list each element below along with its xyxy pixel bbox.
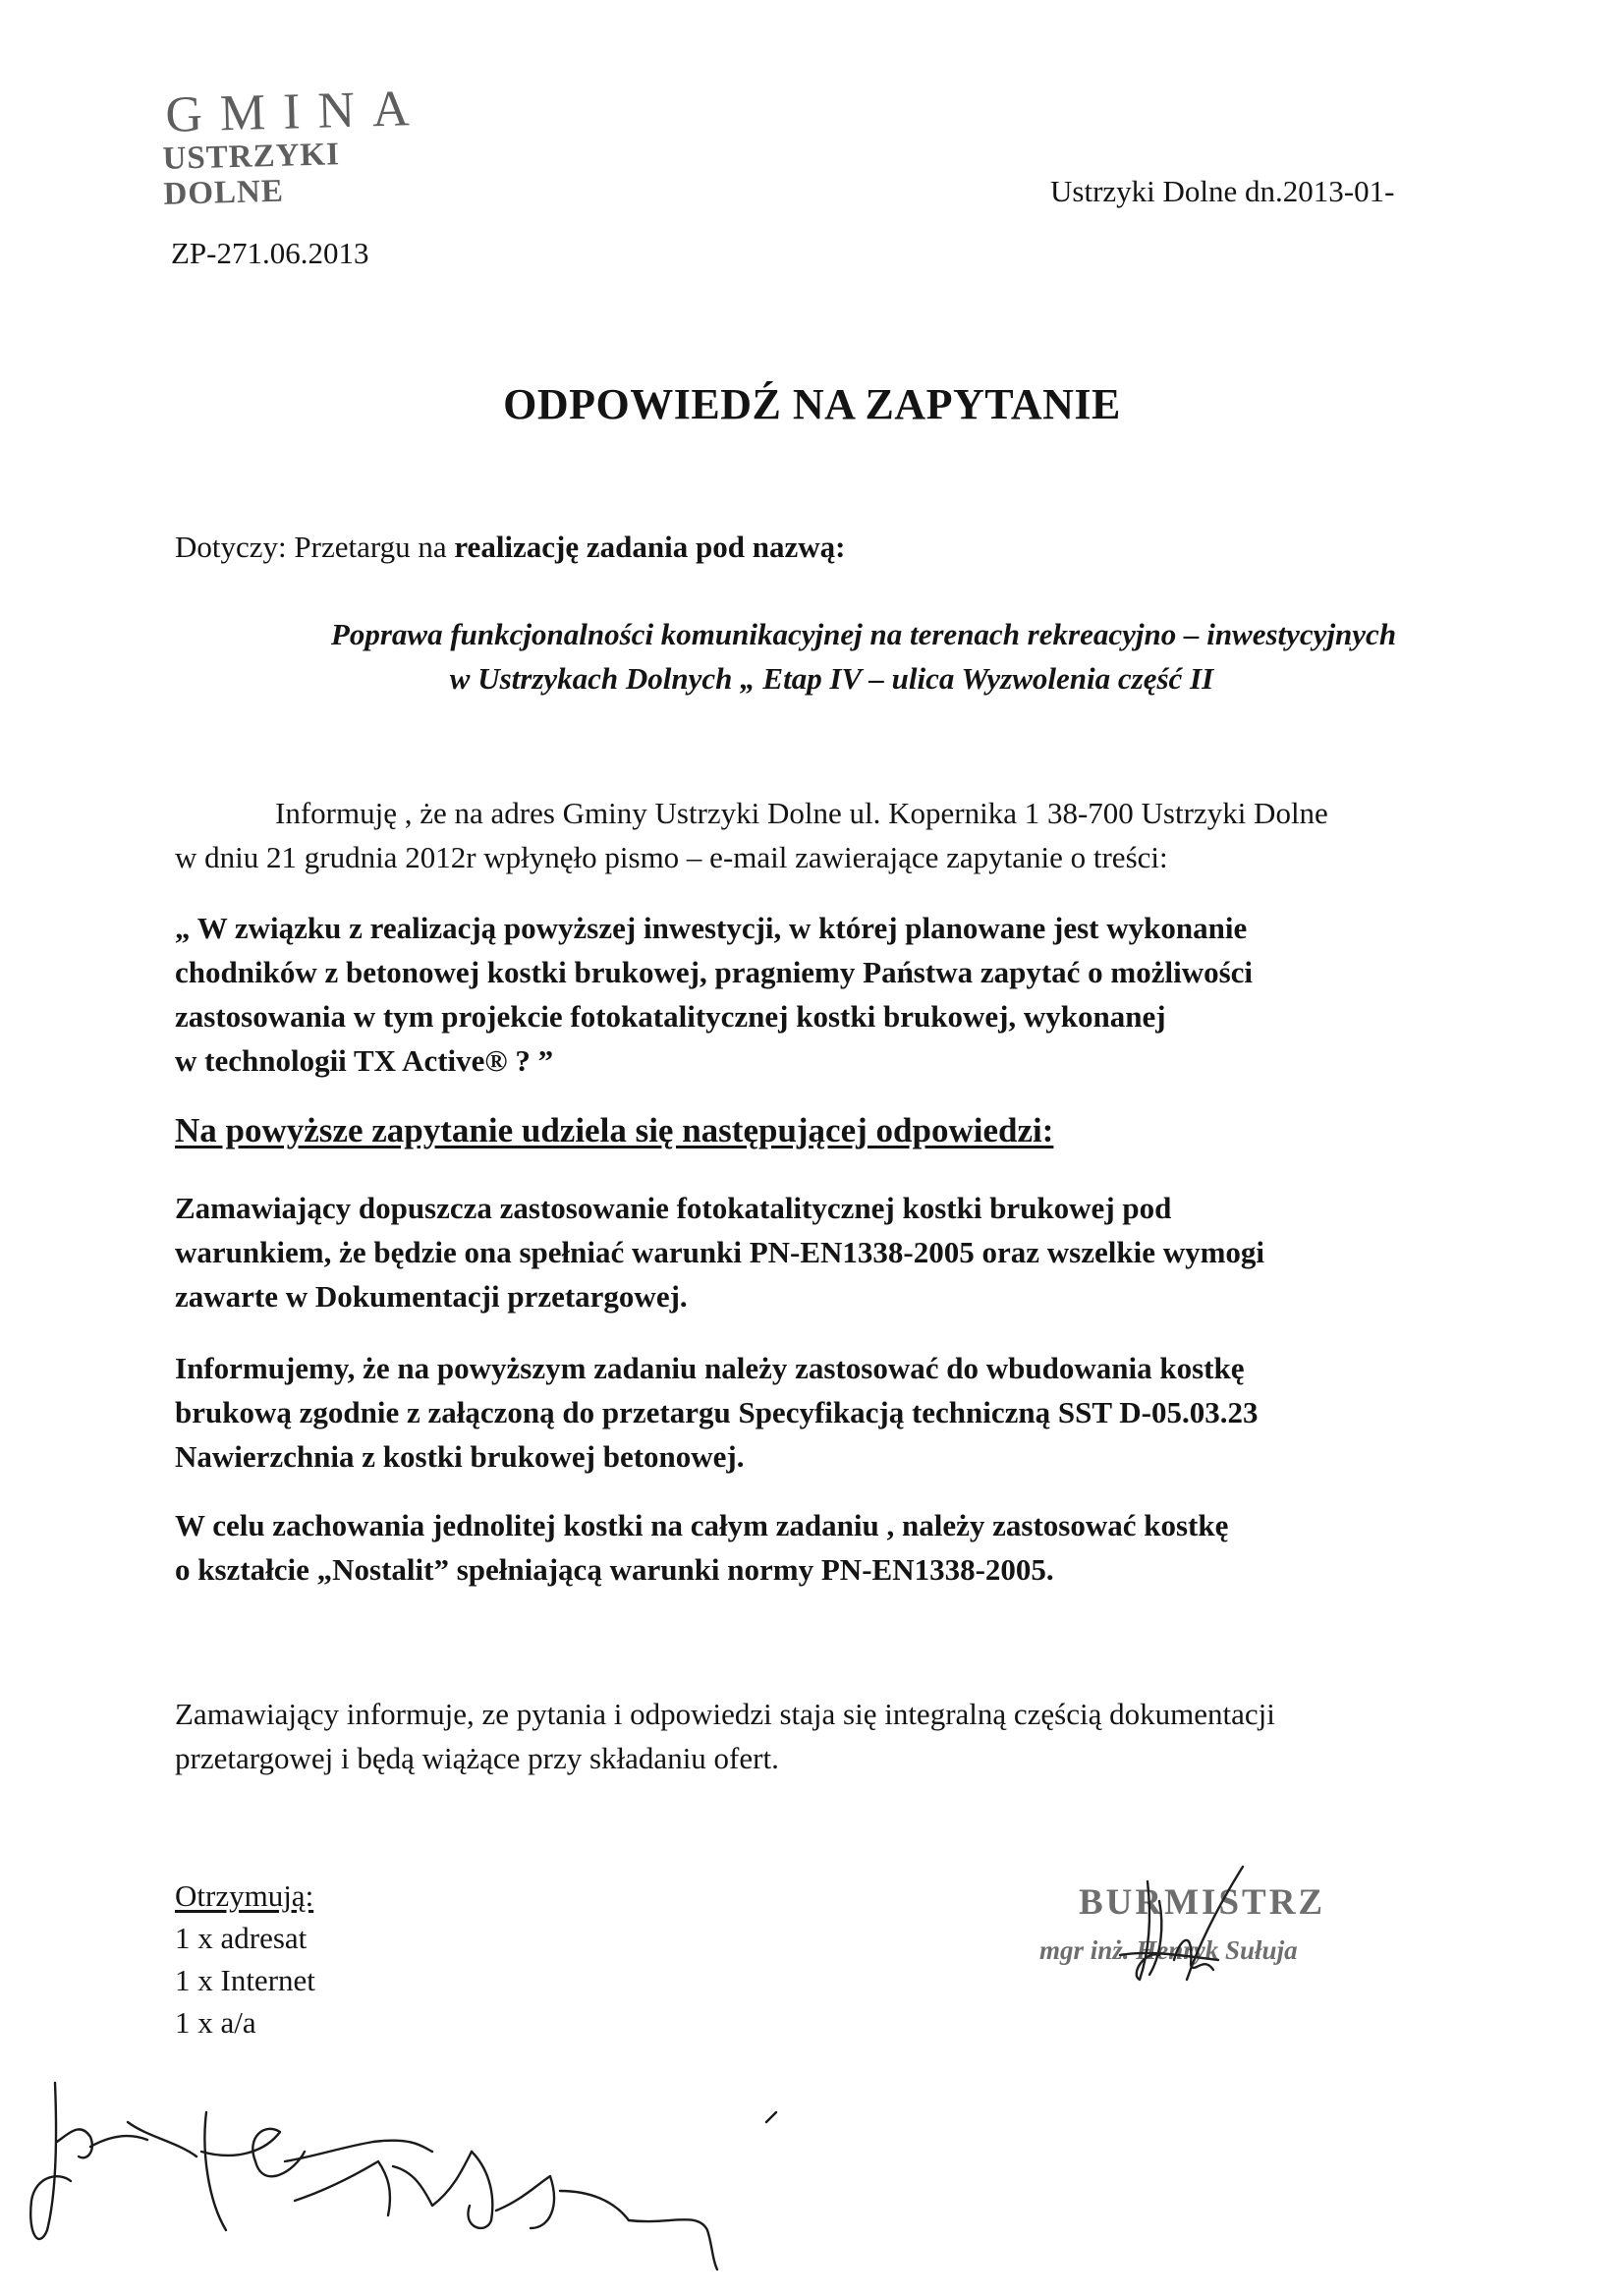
mayor-signature [1120,1867,1243,1980]
mayor-title: BURMISTRZ [1079,1882,1326,1923]
document-title: ODPOWIEDŹ NA ZAPYTANIE [503,380,1121,428]
recipient-item: 1 x adresat [175,1921,308,1955]
answer-line: o kształcie „Nostalit” spełniającą warunki normy PN-EN1338-2005. [175,1552,1054,1587]
answer-line: brukową zgodnie z załączoną do przetargu Specyfikacją techniczną SST D-05.03.23 [175,1395,1259,1429]
document-date: Ustrzyki Dolne dn.2013-01- [1050,174,1395,208]
answer-line: zawarte w Dokumentacji przetargowej. [175,1279,688,1314]
answer-line: W celu zachowania jednolitej kostki na całym zadaniu , należy zastosować kostkę [175,1508,1229,1542]
question-line: w technologii TX Active® ? ” [175,1043,554,1078]
reference-number: ZP-271.06.2013 [171,236,369,270]
answer-line: Nawierzchnia z kostki brukowej betonowej. [175,1439,745,1474]
answer-line: Zamawiający dopuszcza zastosowanie fotokatalitycznej kostki brukowej pod [175,1191,1172,1225]
answer-heading: Na powyższe zapytanie udziela się następującej odpowiedzi: [175,1111,1054,1149]
project-name-line: w Ustrzykach Dolnych „ Etap IV – ulica Wyzwolenia część II [449,661,1214,696]
recipient-item: 1 x Internet [175,1963,315,1997]
intro-line: Informuję , że na adres Gminy Ustrzyki Dolne ul. Kopernika 1 38-700 Ustrzyki Dolne [275,796,1328,830]
project-name-line: Poprawa funkcjonalności komunikacyjnej na terenach rekreacyjno – inwestycyjnych [330,617,1397,651]
question-line: „ W związku z realizacją powyższej inwestycji, w której planowane jest wykonanie [175,911,1248,945]
subject-prefix: Dotyczy: Przetargu na [175,530,455,564]
handwritten-signature [30,2083,776,2269]
stamp-gmina-text: GMINA [164,80,428,143]
question-line: zastosowania w tym projekcie fotokatalitycznej kostki brukowej, wykonanej [175,999,1166,1034]
answer-line: warunkiem, że będzie ona spełniać warunki PN-EN1338-2005 oraz wszelkie wymogi [175,1235,1265,1269]
closing-line: przetargowej i będą wiążące przy składaniu ofert. [175,1741,779,1775]
closing-line: Zamawiający informuje, ze pytania i odpowiedzi staja się integralną częścią dokumentacji [175,1697,1275,1731]
recipient-item: 1 x a/a [175,2005,256,2040]
subject-bold: realizację zadania pod nazwą: [454,530,846,564]
stamp-town-text: USTRZYKI DOLNE [162,137,341,212]
question-line: chodników z betonowej kostki brukowej, pragniemy Państwa zapytać o możliwości [175,955,1254,989]
intro-line: w dniu 21 grudnia 2012r wpłynęło pismo – e-mail zawierające zapytanie o treści: [175,840,1168,874]
mayor-name: mgr inż. Henryk Sułuja [1039,1935,1298,1965]
recipients-header: Otrzymują: [175,1878,314,1913]
answer-line: Informujemy, że na powyższym zadaniu należy zastosować do wbudowania kostkę [175,1351,1245,1385]
